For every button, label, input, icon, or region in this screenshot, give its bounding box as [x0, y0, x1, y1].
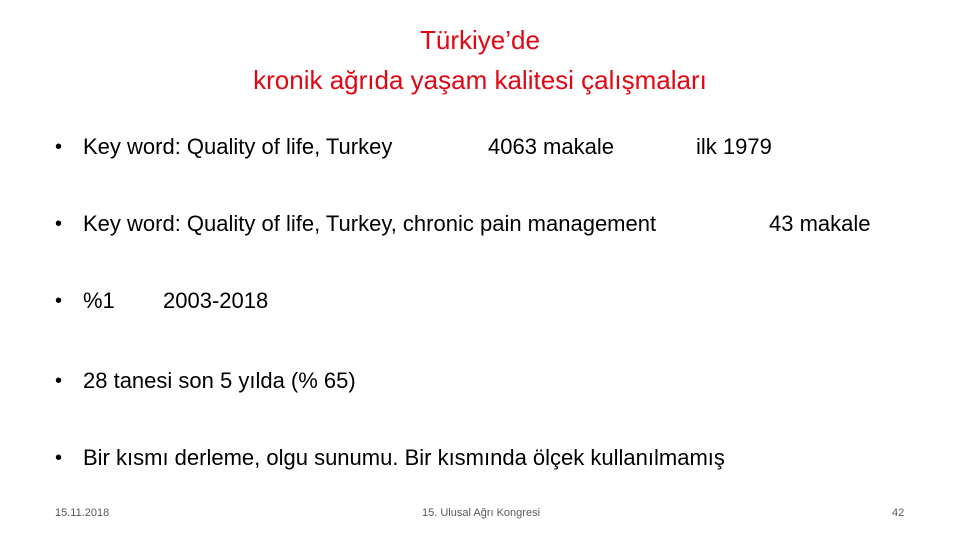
slide-title [0, 20, 960, 100]
bullet-4-text: 28 tanesi son 5 yılda (% 65) [83, 368, 356, 393]
bullet-1-year: ilk 1979 [696, 134, 772, 159]
bullet-dot-icon: • [55, 447, 63, 469]
bullet-1-text: Key word: Quality of life, Turkey [83, 134, 393, 159]
bullet-dot-icon: • [55, 290, 63, 312]
bullet-1-count: 4063 makale [488, 134, 614, 159]
bullet-dot-icon: • [55, 370, 63, 392]
bullet-5-text: Bir kısmı derleme, olgu sunumu. Bir kısmında ölçek kullanılmamış [83, 445, 725, 470]
footer-event: 15. Ulusal Ağrı Kongresi [422, 507, 541, 519]
bullet-3-range: 2003-2018 [163, 288, 269, 313]
bullet-dot-icon: • [55, 136, 63, 158]
footer-page-number: 42 [892, 507, 905, 519]
title-line-1: Türkiye’de [420, 25, 540, 55]
title-line-2: kronik ağrıda yaşam kalitesi çalışmaları [253, 65, 707, 95]
bullet-3-percent: %1 [83, 288, 115, 313]
bullet-dot-icon: • [55, 213, 63, 235]
footer-date: 15.11.2018 [55, 507, 110, 519]
bullet-2-count: 43 makale [769, 211, 871, 236]
bullet-2-text: Key word: Quality of life, Turkey, chronic pain management [83, 211, 657, 236]
